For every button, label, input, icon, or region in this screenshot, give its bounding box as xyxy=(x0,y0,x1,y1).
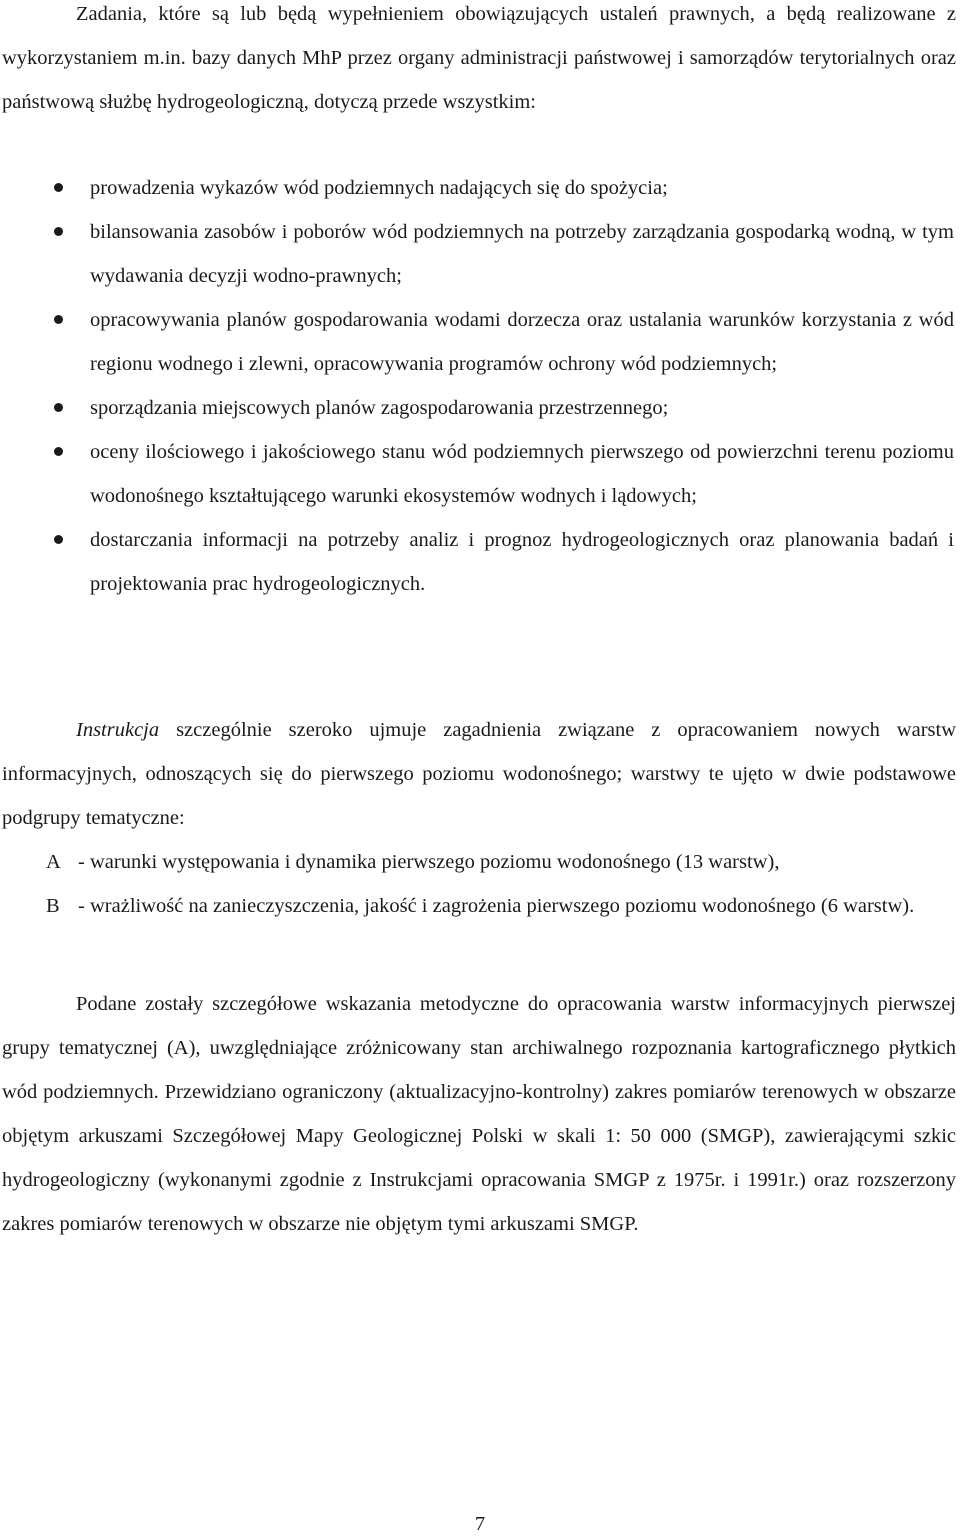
list-item-text: sporządzania miejscowych planów zagospodarowania przestrzennego; xyxy=(90,397,669,419)
list-item xyxy=(0,210,954,298)
bullet-icon xyxy=(54,447,63,456)
instruction-paragraph xyxy=(2,708,956,840)
subgroup-text: warunki występowania i dynamika pierwszego poziomu wodonośnego (13 warstw), xyxy=(90,851,780,873)
tasks-list xyxy=(0,166,958,606)
bullet-icon xyxy=(54,315,63,324)
instruction-title: Instrukcja xyxy=(76,719,160,741)
subgroup-text: wrażliwość na zanieczyszczenia, jakość i zagrożenia pierwszego poziomu wodonośnego (6 warstw). xyxy=(90,895,915,917)
subgroup-item xyxy=(0,884,956,928)
intro-paragraph: Zadania, które są lub będą wypełnieniem obowiązujących ustaleń prawnych, a będą realizowane z wykorzystaniem m.in. bazy danych MhP przez organy administracji państwowej i samorządów terytorialnych oraz państwową służbę hydrogeologiczną, dotyczą przede wszystkim: xyxy=(2,3,956,113)
list-item xyxy=(0,430,954,518)
list-item xyxy=(0,518,954,606)
list-item-text: oceny ilościowego i jakościowego stanu wód podziemnych pierwszego od powierzchni terenu poziomu wodonośnego kształtującego warunki ekosystemów wodnych i lądowych; xyxy=(90,441,954,507)
page-number: 7 xyxy=(474,1513,486,1535)
subgroup-dash: - xyxy=(78,895,85,917)
subgroup-letter: A xyxy=(46,851,61,873)
subgroups-list xyxy=(0,840,958,928)
subgroup-dash: - xyxy=(78,851,85,873)
bullet-icon xyxy=(54,535,63,544)
list-item xyxy=(0,386,954,430)
methodology-paragraph: Podane zostały szczegółowe wskazania metodyczne do opracowania warstw informacyjnych pierwszej grupy tematycznej (A), uwzględniające zróżnicowany stan archiwalnego rozpoznania kartograficznego płytkich wód podziemnych. Przewidziano ograniczony (aktualizacyjno-kontrolny) zakres pomiarów terenowych w obszarze objętym arkuszami Szczegółowej Mapy Geologicznej Polski w skali 1: 50 000 (SMGP), zawierającymi szkic hydrogeologiczny (wykonanymi zgodnie z Instrukcjami opracowania SMGP z 1975r. i 1991r.) oraz rozszerzony zakres pomiarów terenowych w obszarze nie objętym tymi arkuszami SMGP. xyxy=(2,993,956,1235)
bullet-icon xyxy=(54,403,63,412)
bullet-icon xyxy=(54,227,63,236)
list-item-text: prowadzenia wykazów wód podziemnych nadających się do spożycia; xyxy=(90,177,668,199)
subgroup-item xyxy=(0,840,956,884)
instruction-text: szczególnie szeroko ujmuje zagadnienia związane z opracowaniem nowych warstw informacyjnych, odnoszących się do pierwszego poziomu wodonośnego; warstwy te ujęto w dwie podstawowe podgrupy tematyczne: xyxy=(2,719,956,829)
list-item-text: bilansowania zasobów i poborów wód podziemnych na potrzeby zarządzania gospodarką wodną, w tym wydawania decyzji wodno-prawnych; xyxy=(90,221,954,287)
list-item xyxy=(0,166,954,210)
list-item-text: dostarczania informacji na potrzeby analiz i prognoz hydrogeologicznych oraz planowania badań i projektowania prac hydrogeologicznych. xyxy=(90,529,954,595)
list-item xyxy=(0,298,954,386)
subgroup-letter: B xyxy=(46,895,60,917)
list-item-text: opracowywania planów gospodarowania wodami dorzecza oraz ustalania warunków korzystania z wód regionu wodnego i zlewni, opracowywania programów ochrony wód podziemnych; xyxy=(90,309,954,375)
bullet-icon xyxy=(54,183,63,192)
